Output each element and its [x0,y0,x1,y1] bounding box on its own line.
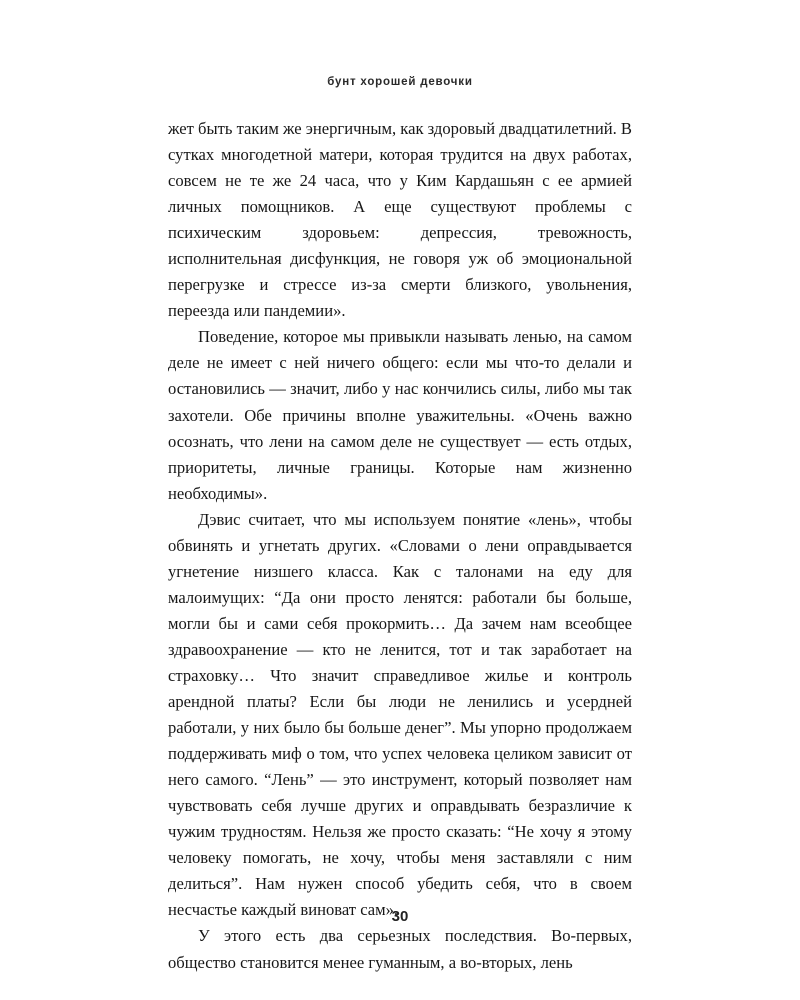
body-text-block [168,116,632,976]
running-head [0,76,800,88]
running-head-text: бунт хорошей девочки [327,76,473,88]
paragraph: жет быть таким же энергичным, как здоровый двадцатилетний. В сутках многодетной матери, которая трудится на двух работах, совсем не те же 24 часа, что у Ким Кардашьян с ее армией личных помощников. А еще существуют проблемы с психическим здоровьем: депрессия, тревожность, исполнительная дисфункция, не говоря уж об эмоциональной перегрузке и стрессе из-за смерти близкого, увольнения, переезда или пандемии». [168,119,632,321]
paragraph: Дэвис считает, что мы используем понятие «лень», чтобы обвинять и угнетать других. «Словами о лени оправдывается угнетение низшего класса. Как с талонами на еду для малоимущих: “Да они просто ленятся: работали бы больше, могли бы и сами себя прокормить… Да зачем нам всеобщее здравоохранение — кто не ленится, тот и так заработает на страховку… Что значит справедливое жилье и контроль арендной платы? Если бы люди не ленились и усердней работали, у них было бы больше денег”. Мы упорно продолжаем поддерживать миф о том, что успех человека целиком зависит от него самого. “Лень” — это инструмент, который позволяет нам чувствовать себя лучше других и оправдывать безразличие к чужим трудностям. Нельзя же просто сказать: “Не хочу я этому человеку помогать, не хочу, чтобы меня заставляли с ним делиться”. Нам нужен способ убедить себя, что в своем несчастье каждый виноват сам». [168,509,632,920]
paragraph: Поведение, которое мы привыкли называть ленью, на самом деле не имеет с ней ничего общего: если мы что-то делали и остановились — значит, либо у нас кончились силы, либо мы так захотели. Обе причины вполне уважительны. «Очень важно осознать, что лени на самом деле не существует — есть отдых, приоритеты, личные границы. Которые нам жизненно необходимы». [168,327,632,503]
page-number: 30 [391,908,409,925]
paragraph: У этого есть два серьезных последствия. Во-первых, общество становится менее гуманным, а во-вторых, лень [168,926,632,972]
